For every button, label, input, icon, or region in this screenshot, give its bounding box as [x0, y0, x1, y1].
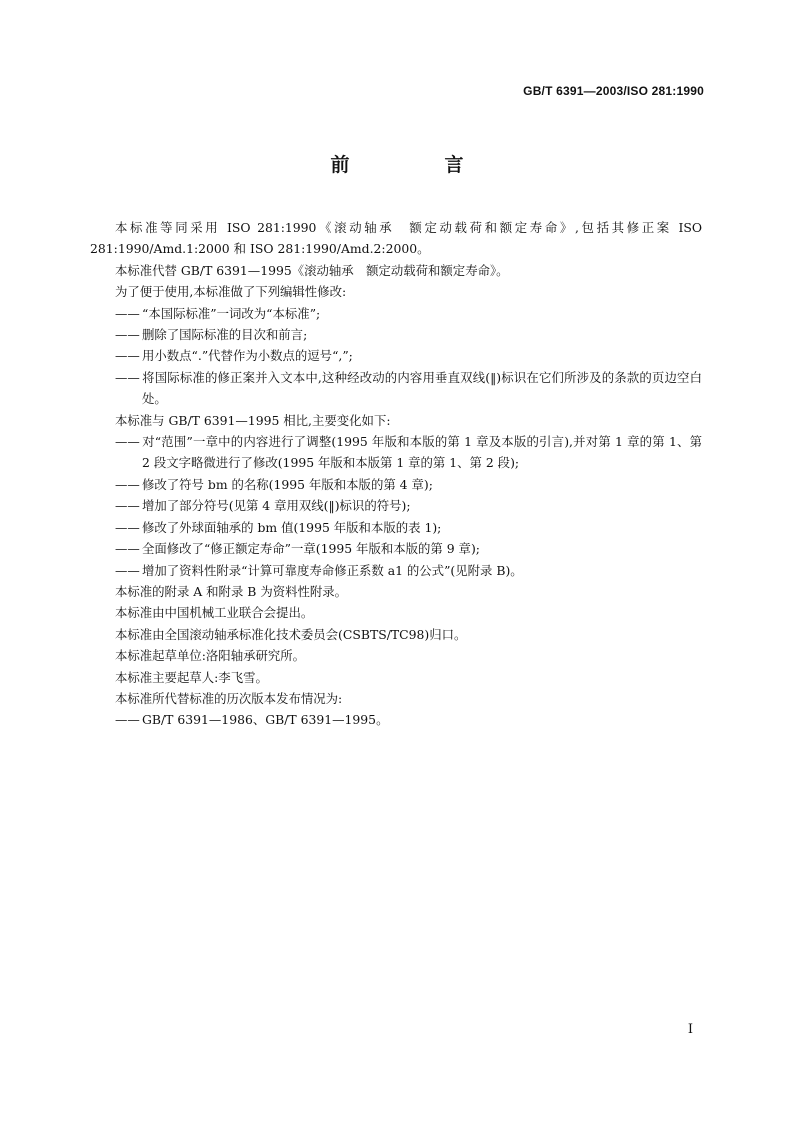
- paragraph-drafter: 本标准主要起草人:李飞雪。: [115, 669, 268, 685]
- paragraph-adoption: 本标准等同采用 ISO 281:1990《滚动轴承 额定动载荷和额定寿命》,包括其修正案 ISO 281:1990/Amd.1:2000 和 ISO 281:1990/Amd.2:2000。: [90, 220, 702, 257]
- list-item: —— 全面修改了“修正额定寿命”一章(1995 年版和本版的第 9 章);: [90, 538, 702, 559]
- page-title: 前 言: [330, 154, 502, 176]
- dash-bullet: ——: [115, 562, 140, 578]
- list-item: —— “本国际标准”一词改为“本标准”;: [90, 303, 702, 324]
- paragraph-edit-intro: 为了便于使用,本标准做了下列编辑性修改:: [115, 284, 347, 300]
- dash-bullet: ——: [115, 498, 140, 514]
- dash-bullet: ——: [115, 305, 140, 321]
- paragraph-changes-intro: 本标准与 GB/T 6391—1995 相比,主要变化如下:: [115, 412, 391, 428]
- dash-bullet: ——: [115, 327, 140, 343]
- foreword-body: [90, 217, 702, 731]
- list-item: —— GB/T 6391—1986、GB/T 6391—1995。: [90, 709, 702, 730]
- dash-bullet: ——: [115, 369, 140, 385]
- list-item: —— 将国际标准的修正案并入文本中,这种经改动的内容用垂直双线(‖)标识在它们所涉及的条款的页边空白处。: [90, 367, 702, 410]
- list-item: —— 增加了资料性附录“计算可靠度寿命修正系数 a1 的公式”(见附录 B)。: [90, 560, 702, 581]
- dash-bullet: ——: [115, 519, 140, 535]
- dash-bullet: ——: [115, 434, 140, 450]
- standard-code: GB/T 6391—2003/ISO 281:1990: [523, 84, 704, 98]
- paragraph-replaces: 本标准代替 GB/T 6391—1995《滚动轴承 额定动载荷和额定寿命》。: [115, 262, 509, 278]
- paragraph-proposed-by: 本标准由中国机械工业联合会提出。: [115, 605, 314, 621]
- paragraph-annexes: 本标准的附录 A 和附录 B 为资料性附录。: [115, 583, 348, 599]
- dash-bullet: ——: [115, 476, 140, 492]
- paragraph-drafting-unit: 本标准起草单位:洛阳轴承研究所。: [115, 648, 306, 664]
- paragraph-history-intro: 本标准所代替标准的历次版本发布情况为:: [115, 690, 343, 706]
- list-item: —— 修改了外球面轴承的 bm 值(1995 年版和本版的表 1);: [90, 517, 702, 538]
- dash-bullet: ——: [115, 348, 140, 364]
- page-number: I: [687, 1022, 693, 1037]
- list-item: —— 修改了符号 bm 的名称(1995 年版和本版的第 4 章);: [90, 474, 702, 495]
- list-item: —— 删除了国际标准的目次和前言;: [90, 324, 702, 345]
- list-item: —— 用小数点“.”代替作为小数点的逗号“,”;: [90, 345, 702, 366]
- dash-bullet: ——: [115, 712, 140, 728]
- paragraph-committee: 本标准由全国滚动轴承标准化技术委员会(CSBTS/TC98)归口。: [115, 626, 467, 642]
- list-item: —— 对“范围”一章中的内容进行了调整(1995 年版和本版的第 1 章及本版的引言),并对第 1 章的第 1、第 2 段文字略微进行了修改(1995 年版和本版第 1 章的第 1、第 2 段);: [90, 431, 702, 474]
- dash-bullet: ——: [115, 541, 140, 557]
- list-item: —— 增加了部分符号(见第 4 章用双线(‖)标识的符号);: [90, 495, 702, 516]
